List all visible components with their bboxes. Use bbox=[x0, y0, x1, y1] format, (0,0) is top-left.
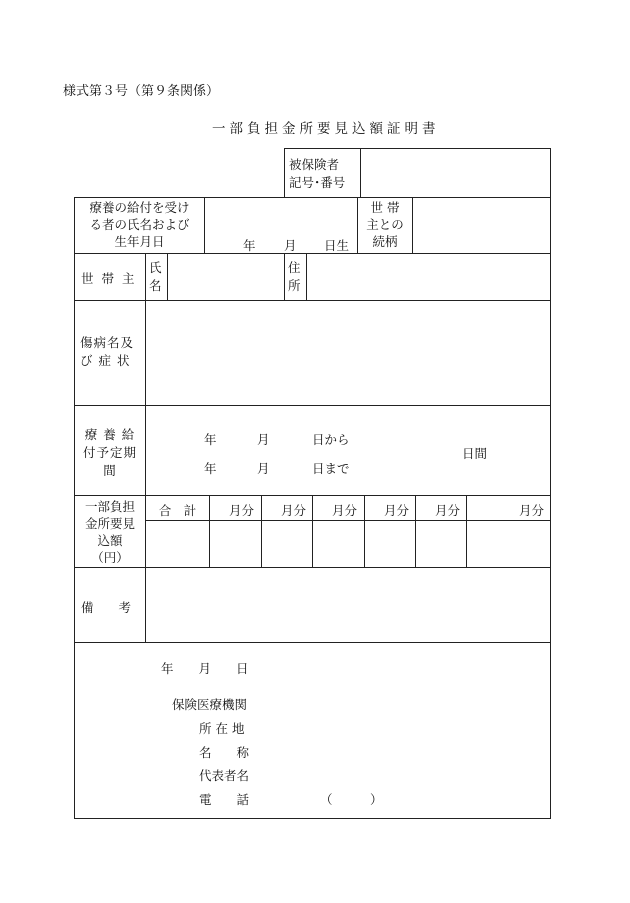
amount-header-month: 月分 bbox=[519, 503, 545, 518]
institution-address-label: 所 在 地 bbox=[199, 721, 245, 736]
institution-name-label: 名 称 bbox=[199, 745, 250, 760]
cert-date: 年 月 日 bbox=[161, 661, 249, 676]
period-days: 日間 bbox=[462, 446, 488, 461]
amount-cell[interactable] bbox=[313, 521, 364, 567]
period-from-month: 月 bbox=[257, 432, 270, 447]
householder-name-label: 氏 名 bbox=[149, 260, 162, 293]
householder-label: 世 帯 主 bbox=[81, 271, 137, 286]
amount-header-month: 月分 bbox=[435, 503, 461, 518]
amount-header-month: 月分 bbox=[332, 503, 358, 518]
period-label: 療 養 給 付予定期 間 bbox=[82, 427, 137, 478]
insured-number-label: 被保険者 記号･番号 bbox=[289, 157, 346, 190]
birth-month-label: 月 bbox=[284, 238, 297, 253]
period-to-day: 日まで bbox=[312, 461, 350, 476]
householder-address-field[interactable] bbox=[307, 254, 550, 300]
amount-cell[interactable] bbox=[210, 521, 261, 567]
phone-label: 電 話 bbox=[199, 792, 250, 807]
amount-label: 一部負担 金所要見 込額 （円） bbox=[84, 499, 135, 565]
representative-label: 代表者名 bbox=[199, 768, 250, 783]
amount-cell[interactable] bbox=[416, 521, 466, 567]
amount-cell[interactable] bbox=[262, 521, 312, 567]
amount-cell-total[interactable] bbox=[146, 521, 209, 567]
remarks-label: 備 考 bbox=[81, 600, 132, 615]
householder-address-label: 住 所 bbox=[288, 260, 301, 293]
period-from-day: 日から bbox=[312, 432, 350, 447]
householder-name-field[interactable] bbox=[168, 254, 284, 300]
relation-field[interactable] bbox=[413, 198, 550, 253]
disease-label: 傷病名及 び 症 状 bbox=[80, 335, 135, 368]
birth-day-label: 日生 bbox=[324, 238, 350, 253]
amount-cell[interactable] bbox=[467, 521, 550, 567]
period-to-year: 年 bbox=[204, 461, 217, 476]
birth-year-label: 年 bbox=[243, 238, 256, 253]
disease-field[interactable] bbox=[146, 301, 550, 405]
relation-label: 世 帯 主との 続柄 bbox=[366, 200, 404, 249]
form-number: 様式第３号（第９条関係） bbox=[63, 84, 220, 99]
amount-header-month: 月分 bbox=[384, 503, 410, 518]
period-from-year: 年 bbox=[204, 432, 217, 447]
patient-label: 療養の給付を受け る者の氏名および 生年月日 bbox=[89, 200, 190, 249]
amount-cell[interactable] bbox=[365, 521, 415, 567]
institution-label: 保険医療機関 bbox=[172, 697, 248, 712]
amount-header-month: 月分 bbox=[281, 503, 307, 518]
phone-parentheses: （ ） bbox=[320, 792, 383, 807]
amount-header-total: 合 計 bbox=[158, 503, 197, 518]
document-title: 一部負担金所要見込額証明書 bbox=[212, 121, 440, 137]
period-to-month: 月 bbox=[257, 461, 270, 476]
amount-header-month: 月分 bbox=[229, 503, 255, 518]
remarks-field[interactable] bbox=[146, 568, 550, 642]
